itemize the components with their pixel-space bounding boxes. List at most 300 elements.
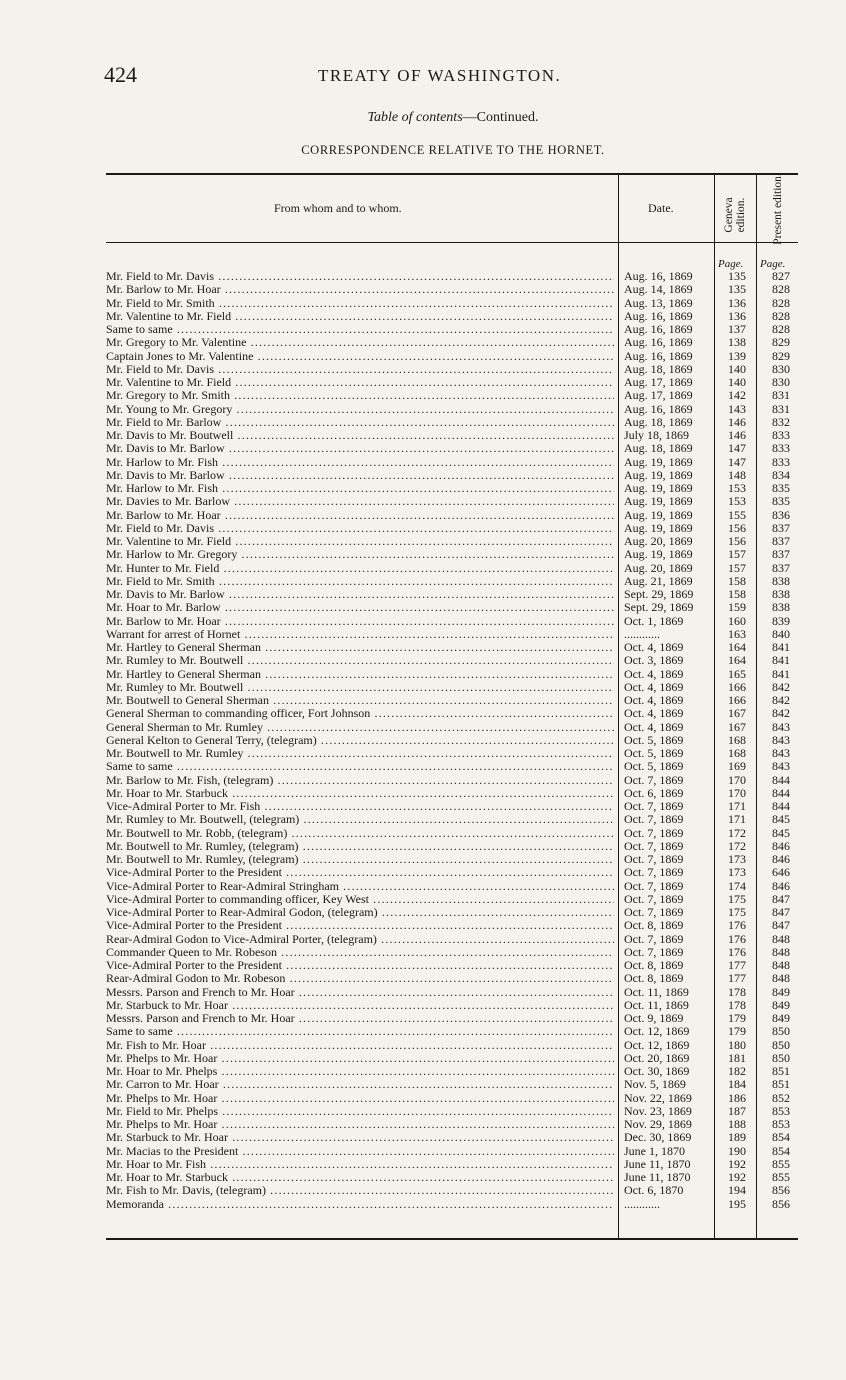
table-row <box>106 495 798 508</box>
entry-date: Oct. 5, 1869 <box>624 746 684 760</box>
entry-name: Vice-Admiral Porter to commanding officer, Key West ..... <box>106 893 614 906</box>
entry-geneva-page: 148 <box>728 467 746 482</box>
entry-geneva-page: 176 <box>728 931 746 946</box>
entry-name: Rear-Admiral Godon to Vice-Admiral Porter, (telegram) ..... <box>106 933 614 946</box>
entry-name: Same to same ..... <box>106 760 614 773</box>
entry-date: Oct. 4, 1869 <box>624 640 684 654</box>
entry-present-page: 855 <box>772 1170 790 1184</box>
entry-geneva-page: 173 <box>728 852 746 866</box>
entry-geneva-page: 167 <box>728 706 746 721</box>
entry-present-page: 845 <box>772 825 790 840</box>
entry-geneva-page: 170 <box>728 785 746 800</box>
entry-geneva-page: 156 <box>728 520 746 535</box>
entry-date: Oct. 5, 1869 <box>624 732 684 747</box>
table-row <box>106 588 798 601</box>
entry-geneva-page: 190 <box>728 1143 746 1158</box>
table-row <box>106 1198 798 1211</box>
entry-name: Mr. Rumley to Mr. Boutwell ..... <box>106 681 614 694</box>
entry-date: Aug. 19, 1869 <box>624 507 693 522</box>
table-row <box>106 747 798 760</box>
table-row <box>106 853 798 866</box>
table-row <box>106 1039 798 1052</box>
entry-present-page: 829 <box>772 335 790 350</box>
entry-name: Vice-Admiral Porter to Mr. Fish ..... <box>106 800 614 813</box>
entry-name: Vice-Admiral Porter to Rear-Admiral Godon, (telegram) ..... <box>106 906 614 919</box>
entry-geneva-page: 168 <box>728 732 746 747</box>
table-row <box>106 416 798 429</box>
entry-date: Aug. 16, 1869 <box>624 308 693 323</box>
entry-geneva-page: 175 <box>728 905 746 919</box>
table-row <box>106 813 798 826</box>
table-row <box>106 760 798 773</box>
entry-present-page: 847 <box>772 918 790 933</box>
entry-date: Aug. 16, 1869 <box>624 322 693 336</box>
entry-geneva-page: 184 <box>728 1077 746 1092</box>
entry-date: Oct. 3, 1869 <box>624 653 684 668</box>
table-row <box>106 310 798 323</box>
entry-name: Mr. Davis to Mr. Barlow ..... <box>106 588 614 601</box>
entry-geneva-page: 176 <box>728 918 746 933</box>
table-row <box>106 1025 798 1038</box>
entry-date: ............ <box>624 1196 660 1211</box>
table-row <box>106 933 798 946</box>
table-row <box>106 1065 798 1078</box>
entry-name: Mr. Boutwell to General Sherman ..... <box>106 694 614 707</box>
entry-present-page: 836 <box>772 507 790 522</box>
entry-present-page: 837 <box>772 547 790 562</box>
table-row <box>106 681 798 694</box>
entry-name: Mr. Field to Mr. Davis ..... <box>106 363 614 376</box>
entry-present-page: 856 <box>772 1196 790 1211</box>
entry-date: Oct. 11, 1869 <box>624 997 689 1012</box>
entry-geneva-page: 194 <box>728 1183 746 1198</box>
entry-present-page: 837 <box>772 560 790 575</box>
entry-geneva-page: 153 <box>728 481 746 495</box>
entry-date: Oct. 4, 1869 <box>624 679 684 694</box>
entry-name: Mr. Rumley to Mr. Boutwell, (telegram) ..... <box>106 813 614 826</box>
entry-name: Mr. Phelps to Mr. Hoar ..... <box>106 1092 614 1105</box>
entry-geneva-page: 146 <box>728 428 746 442</box>
entry-geneva-page: 192 <box>728 1170 746 1184</box>
entry-name: Mr. Barlow to Mr. Fish, (telegram) ..... <box>106 774 614 787</box>
entry-geneva-page: 164 <box>728 640 746 654</box>
entry-geneva-page: 175 <box>728 891 746 906</box>
entry-name: Mr. Davis to Mr. Barlow ..... <box>106 442 614 455</box>
entry-date: Oct. 4, 1869 <box>624 693 684 707</box>
entry-present-page: 828 <box>772 282 790 297</box>
entry-name: Same to same ..... <box>106 323 614 336</box>
entry-geneva-page: 169 <box>728 759 746 774</box>
entry-geneva-page: 157 <box>728 560 746 575</box>
entry-present-page: 838 <box>772 573 790 588</box>
column-header-date: Date. <box>648 201 674 215</box>
entry-geneva-page: 140 <box>728 375 746 389</box>
entry-date: Aug. 16, 1869 <box>624 335 693 350</box>
column-header-from-whom: From whom and to whom. <box>274 201 402 215</box>
table-row <box>106 376 798 389</box>
table-top-rule <box>106 173 798 175</box>
entry-geneva-page: 139 <box>728 348 746 363</box>
entry-date: Aug. 17, 1869 <box>624 388 693 403</box>
entry-date: Nov. 23, 1869 <box>624 1103 692 1118</box>
table-row <box>106 1145 798 1158</box>
table-row <box>106 469 798 482</box>
table-row <box>106 999 798 1012</box>
entry-geneva-page: 192 <box>728 1156 746 1171</box>
entry-present-page: 842 <box>772 693 790 707</box>
entry-date: Oct. 12, 1869 <box>624 1024 690 1039</box>
table-row <box>106 429 798 442</box>
entry-name: Vice-Admiral Porter to the President ..... <box>106 919 614 932</box>
entry-date: Oct. 20, 1869 <box>624 1050 690 1065</box>
entry-name: Mr. Young to Mr. Gregory ..... <box>106 403 614 416</box>
entry-name: Memoranda ..... <box>106 1198 614 1211</box>
table-row <box>106 601 798 614</box>
entry-present-page: 848 <box>772 958 790 972</box>
entry-name: Mr. Davies to Mr. Barlow ..... <box>106 495 614 508</box>
entry-date: Nov. 5, 1869 <box>624 1077 686 1092</box>
table-row <box>106 628 798 641</box>
table-row <box>106 1105 798 1118</box>
entry-name: Mr. Fish to Mr. Hoar ..... <box>106 1039 614 1052</box>
table-row <box>106 1171 798 1184</box>
entry-name: Captain Jones to Mr. Valentine ..... <box>106 350 614 363</box>
entry-date: Aug. 14, 1869 <box>624 282 693 297</box>
entry-present-page: 841 <box>772 653 790 668</box>
entry-present-page: 838 <box>772 600 790 615</box>
table-row <box>106 548 798 561</box>
entry-date: Oct. 7, 1869 <box>624 852 684 866</box>
entry-geneva-page: 153 <box>728 494 746 509</box>
entry-date: Aug. 19, 1869 <box>624 481 693 495</box>
entry-date: Nov. 22, 1869 <box>624 1090 692 1105</box>
page-number: 424 <box>104 62 137 87</box>
entry-name: Mr. Boutwell to Mr. Rumley, (telegram) ..... <box>106 853 614 866</box>
entry-present-page: 843 <box>772 759 790 774</box>
entry-geneva-page: 160 <box>728 613 746 628</box>
entry-name: Mr. Hoar to Mr. Fish ..... <box>106 1158 614 1171</box>
entry-date: Oct. 4, 1869 <box>624 666 684 681</box>
entry-present-page: 850 <box>772 1037 790 1052</box>
table-row <box>106 1052 798 1065</box>
entry-geneva-page: 182 <box>728 1064 746 1078</box>
entry-present-page: 850 <box>772 1024 790 1039</box>
entry-date: Dec. 30, 1869 <box>624 1130 692 1145</box>
table-row <box>106 1012 798 1025</box>
entry-date: Oct. 6, 1870 <box>624 1183 684 1198</box>
entry-present-page: 841 <box>772 640 790 654</box>
entry-date: Oct. 7, 1869 <box>624 799 684 813</box>
entry-geneva-page: 180 <box>728 1037 746 1052</box>
entry-name: Same to same ..... <box>106 1025 614 1038</box>
table-row <box>106 866 798 879</box>
entry-present-page: 848 <box>772 971 790 986</box>
entry-geneva-page: 143 <box>728 401 746 416</box>
entry-geneva-page: 159 <box>728 600 746 615</box>
entry-present-page: 844 <box>772 799 790 813</box>
table-row <box>106 893 798 906</box>
entry-present-page: 830 <box>772 361 790 376</box>
entry-date: Oct. 7, 1869 <box>624 891 684 906</box>
entry-name: Mr. Hoar to Mr. Phelps ..... <box>106 1065 614 1078</box>
entry-date: Oct. 7, 1869 <box>624 878 684 893</box>
table-row <box>106 787 798 800</box>
entry-name: Mr. Valentine to Mr. Field ..... <box>106 310 614 323</box>
entry-date: Aug. 18, 1869 <box>624 414 693 429</box>
entry-name: General Kelton to General Terry, (telegram) ..... <box>106 734 614 747</box>
entry-name: General Sherman to Mr. Rumley ..... <box>106 721 614 734</box>
table-row <box>106 906 798 919</box>
entry-name: Mr. Macias to the President ..... <box>106 1145 614 1158</box>
entry-present-page: 855 <box>772 1156 790 1171</box>
table-row <box>106 734 798 747</box>
column-header-geneva: Geneva edition. <box>723 197 747 233</box>
page-label-present: Page. <box>760 258 786 270</box>
entry-geneva-page: 171 <box>728 812 746 827</box>
entry-name: Mr. Valentine to Mr. Field ..... <box>106 535 614 548</box>
entry-date: Aug. 19, 1869 <box>624 520 693 535</box>
entry-geneva-page: 173 <box>728 865 746 880</box>
entry-present-page: 851 <box>772 1077 790 1092</box>
entry-name: Mr. Valentine to Mr. Field ..... <box>106 376 614 389</box>
entry-name: General Sherman to commanding officer, Fort Johnson ..... <box>106 707 614 720</box>
entry-date: Oct. 7, 1869 <box>624 905 684 919</box>
entry-date: Oct. 7, 1869 <box>624 812 684 827</box>
entry-date: Oct. 11, 1869 <box>624 984 689 999</box>
entry-date: Oct. 7, 1869 <box>624 944 684 959</box>
entry-present-page: 831 <box>772 401 790 416</box>
entry-date: Oct. 9, 1869 <box>624 1011 684 1025</box>
entry-geneva-page: 177 <box>728 958 746 972</box>
entry-geneva-page: 186 <box>728 1090 746 1105</box>
entry-name: Vice-Admiral Porter to Rear-Admiral Stringham ..... <box>106 880 614 893</box>
entry-present-page: 833 <box>772 441 790 456</box>
entry-date: Oct. 30, 1869 <box>624 1064 690 1078</box>
entry-name: Mr. Starbuck to Mr. Hoar ..... <box>106 1131 614 1144</box>
table-row <box>106 1118 798 1131</box>
entry-date: Oct. 8, 1869 <box>624 958 684 972</box>
entry-date: Aug. 18, 1869 <box>624 361 693 376</box>
entry-date: Aug. 16, 1869 <box>624 269 693 283</box>
table-row <box>106 840 798 853</box>
entry-present-page: 830 <box>772 375 790 389</box>
table-row <box>106 986 798 999</box>
entry-date: ............ <box>624 626 660 641</box>
entry-geneva-page: 147 <box>728 441 746 456</box>
entry-name: Mr. Starbuck to Mr. Hoar ..... <box>106 999 614 1012</box>
entry-name: Mr. Boutwell to Mr. Rumley ..... <box>106 747 614 760</box>
entry-geneva-page: 168 <box>728 746 746 760</box>
entry-name: Mr. Barlow to Mr. Hoar ..... <box>106 509 614 522</box>
entry-date: June 11, 1870 <box>624 1156 691 1171</box>
entry-name: Mr. Hunter to Mr. Field ..... <box>106 562 614 575</box>
entry-name: Mr. Hoar to Mr. Starbuck ..... <box>106 1171 614 1184</box>
entry-present-page: 831 <box>772 388 790 403</box>
entry-date: June 1, 1870 <box>624 1143 685 1158</box>
table-row <box>106 389 798 402</box>
entry-date: July 18, 1869 <box>624 428 690 442</box>
entry-name: Commander Queen to Mr. Robeson ..... <box>106 946 614 959</box>
entry-present-page: 846 <box>772 852 790 866</box>
entry-present-page: 854 <box>772 1130 790 1145</box>
entry-geneva-page: 176 <box>728 944 746 959</box>
entry-name: Mr. Field to Mr. Phelps ..... <box>106 1105 614 1118</box>
entry-present-page: 828 <box>772 308 790 323</box>
entry-name: Mr. Davis to Mr. Barlow ..... <box>106 469 614 482</box>
entry-present-page: 828 <box>772 295 790 310</box>
page-label-geneva: Page. <box>718 258 744 270</box>
entry-name: Mr. Gregory to Mr. Valentine ..... <box>106 336 614 349</box>
entry-name: Mr. Harlow to Mr. Fish ..... <box>106 456 614 469</box>
entry-date: Oct. 4, 1869 <box>624 719 684 734</box>
entry-present-page: 854 <box>772 1143 790 1158</box>
entry-present-page: 833 <box>772 428 790 442</box>
entry-date: Aug. 20, 1869 <box>624 560 693 575</box>
table-row <box>106 721 798 734</box>
table-row <box>106 482 798 495</box>
entry-name: Mr. Field to Mr. Barlow ..... <box>106 416 614 429</box>
table-row <box>106 1158 798 1171</box>
entry-present-page: 845 <box>772 812 790 827</box>
entry-name: Mr. Field to Mr. Smith ..... <box>106 297 614 310</box>
entry-present-page: 843 <box>772 719 790 734</box>
table-row <box>106 522 798 535</box>
entry-geneva-page: 174 <box>728 878 746 893</box>
entry-name: Mr. Boutwell to Mr. Robb, (telegram) ..... <box>106 827 614 840</box>
entry-present-page: 848 <box>772 944 790 959</box>
entry-geneva-page: 171 <box>728 799 746 813</box>
entry-present-page: 828 <box>772 322 790 336</box>
entry-geneva-page: 140 <box>728 361 746 376</box>
entry-name: Messrs. Parson and French to Mr. Hoar ..... <box>106 1012 614 1025</box>
entry-geneva-page: 167 <box>728 719 746 734</box>
entry-date: Sept. 29, 1869 <box>624 587 694 601</box>
entry-date: Oct. 5, 1869 <box>624 759 684 774</box>
entry-name: Rear-Admiral Godon to Mr. Robeson ..... <box>106 972 614 985</box>
table-row <box>106 1078 798 1091</box>
entry-date: Oct. 12, 1869 <box>624 1037 690 1052</box>
entry-present-page: 849 <box>772 1011 790 1025</box>
entry-name: Mr. Boutwell to Mr. Rumley, (telegram) ..... <box>106 840 614 853</box>
entry-date: Aug. 19, 1869 <box>624 467 693 482</box>
table-row <box>106 350 798 363</box>
entry-name: Mr. Field to Mr. Davis ..... <box>106 522 614 535</box>
table-row <box>106 562 798 575</box>
entry-date: Aug. 21, 1869 <box>624 573 693 588</box>
entry-date: Oct. 7, 1869 <box>624 772 684 787</box>
running-title: TREATY OF WASHINGTON. <box>318 66 562 85</box>
table-row <box>106 535 798 548</box>
entry-geneva-page: 188 <box>728 1117 746 1131</box>
entry-present-page: 837 <box>772 520 790 535</box>
entry-date: Aug. 16, 1869 <box>624 348 693 363</box>
entry-name: Warrant for arrest of Hornet ..... <box>106 628 614 641</box>
entry-present-page: 832 <box>772 414 790 429</box>
table-row <box>106 880 798 893</box>
entry-date: Aug. 17, 1869 <box>624 375 693 389</box>
table-row <box>106 641 798 654</box>
entry-geneva-page: 172 <box>728 838 746 853</box>
entry-name: Mr. Field to Mr. Smith ..... <box>106 575 614 588</box>
table-row <box>106 1092 798 1105</box>
entry-present-page: 842 <box>772 706 790 721</box>
entry-present-page: 646 <box>772 865 790 880</box>
entry-name: Mr. Barlow to Mr. Hoar ..... <box>106 283 614 296</box>
entry-name: Mr. Hoar to Mr. Starbuck ..... <box>106 787 614 800</box>
entry-geneva-page: 135 <box>728 282 746 297</box>
entry-present-page: 835 <box>772 481 790 495</box>
table-row <box>106 323 798 336</box>
entry-present-page: 847 <box>772 891 790 906</box>
entry-present-page: 843 <box>772 732 790 747</box>
entry-present-page: 844 <box>772 772 790 787</box>
entry-geneva-page: 135 <box>728 269 746 283</box>
entry-present-page: 847 <box>772 905 790 919</box>
table-row <box>106 363 798 376</box>
table-row <box>106 972 798 985</box>
entry-date: Aug. 20, 1869 <box>624 534 693 548</box>
entry-geneva-page: 155 <box>728 507 746 522</box>
entry-present-page: 838 <box>772 587 790 601</box>
entry-name: Vice-Admiral Porter to the President ..... <box>106 866 614 879</box>
entry-geneva-page: 189 <box>728 1130 746 1145</box>
entry-name: Mr. Fish to Mr. Davis, (telegram) ..... <box>106 1184 614 1197</box>
entry-geneva-page: 187 <box>728 1103 746 1118</box>
entry-geneva-page: 157 <box>728 547 746 562</box>
table-row <box>106 283 798 296</box>
entry-present-page: 853 <box>772 1117 790 1131</box>
entry-date: Oct. 8, 1869 <box>624 971 684 986</box>
subheading-rest: —Continued. <box>462 110 539 125</box>
subheading <box>0 110 846 126</box>
entry-present-page: 837 <box>772 534 790 548</box>
entry-date: Oct. 7, 1869 <box>624 931 684 946</box>
entry-geneva-page: 195 <box>728 1196 746 1211</box>
entry-name: Mr. Davis to Mr. Boutwell ..... <box>106 429 614 442</box>
entry-geneva-page: 136 <box>728 308 746 323</box>
entry-present-page: 851 <box>772 1064 790 1078</box>
entry-geneva-page: 178 <box>728 984 746 999</box>
entry-date: Oct. 7, 1869 <box>624 865 684 880</box>
entry-name: Mr. Field to Mr. Davis ..... <box>106 270 614 283</box>
entry-geneva-page: 181 <box>728 1050 746 1065</box>
entry-date: Aug. 16, 1869 <box>624 401 693 416</box>
entry-geneva-page: 179 <box>728 1024 746 1039</box>
entry-name: Mr. Hoar to Mr. Barlow ..... <box>106 601 614 614</box>
table-row <box>106 654 798 667</box>
table-row <box>106 336 798 349</box>
entry-geneva-page: 158 <box>728 587 746 601</box>
entry-date: Oct. 8, 1869 <box>624 918 684 933</box>
entry-present-page: 849 <box>772 984 790 999</box>
table-row <box>106 456 798 469</box>
entry-present-page: 850 <box>772 1050 790 1065</box>
entry-present-page: 852 <box>772 1090 790 1105</box>
entry-date: Oct. 1, 1869 <box>624 613 684 628</box>
entry-present-page: 853 <box>772 1103 790 1118</box>
table-row <box>106 1131 798 1144</box>
table-row <box>106 615 798 628</box>
entry-name: Mr. Harlow to Mr. Gregory ..... <box>106 548 614 561</box>
entry-name: Mr. Harlow to Mr. Fish ..... <box>106 482 614 495</box>
contents-table-body <box>106 270 798 1211</box>
entry-present-page: 846 <box>772 838 790 853</box>
entry-geneva-page: 164 <box>728 653 746 668</box>
entry-geneva-page: 146 <box>728 414 746 429</box>
entry-name: Mr. Hartley to General Sherman ..... <box>106 641 614 654</box>
entry-present-page: 856 <box>772 1183 790 1198</box>
entry-date: Aug. 19, 1869 <box>624 547 693 562</box>
